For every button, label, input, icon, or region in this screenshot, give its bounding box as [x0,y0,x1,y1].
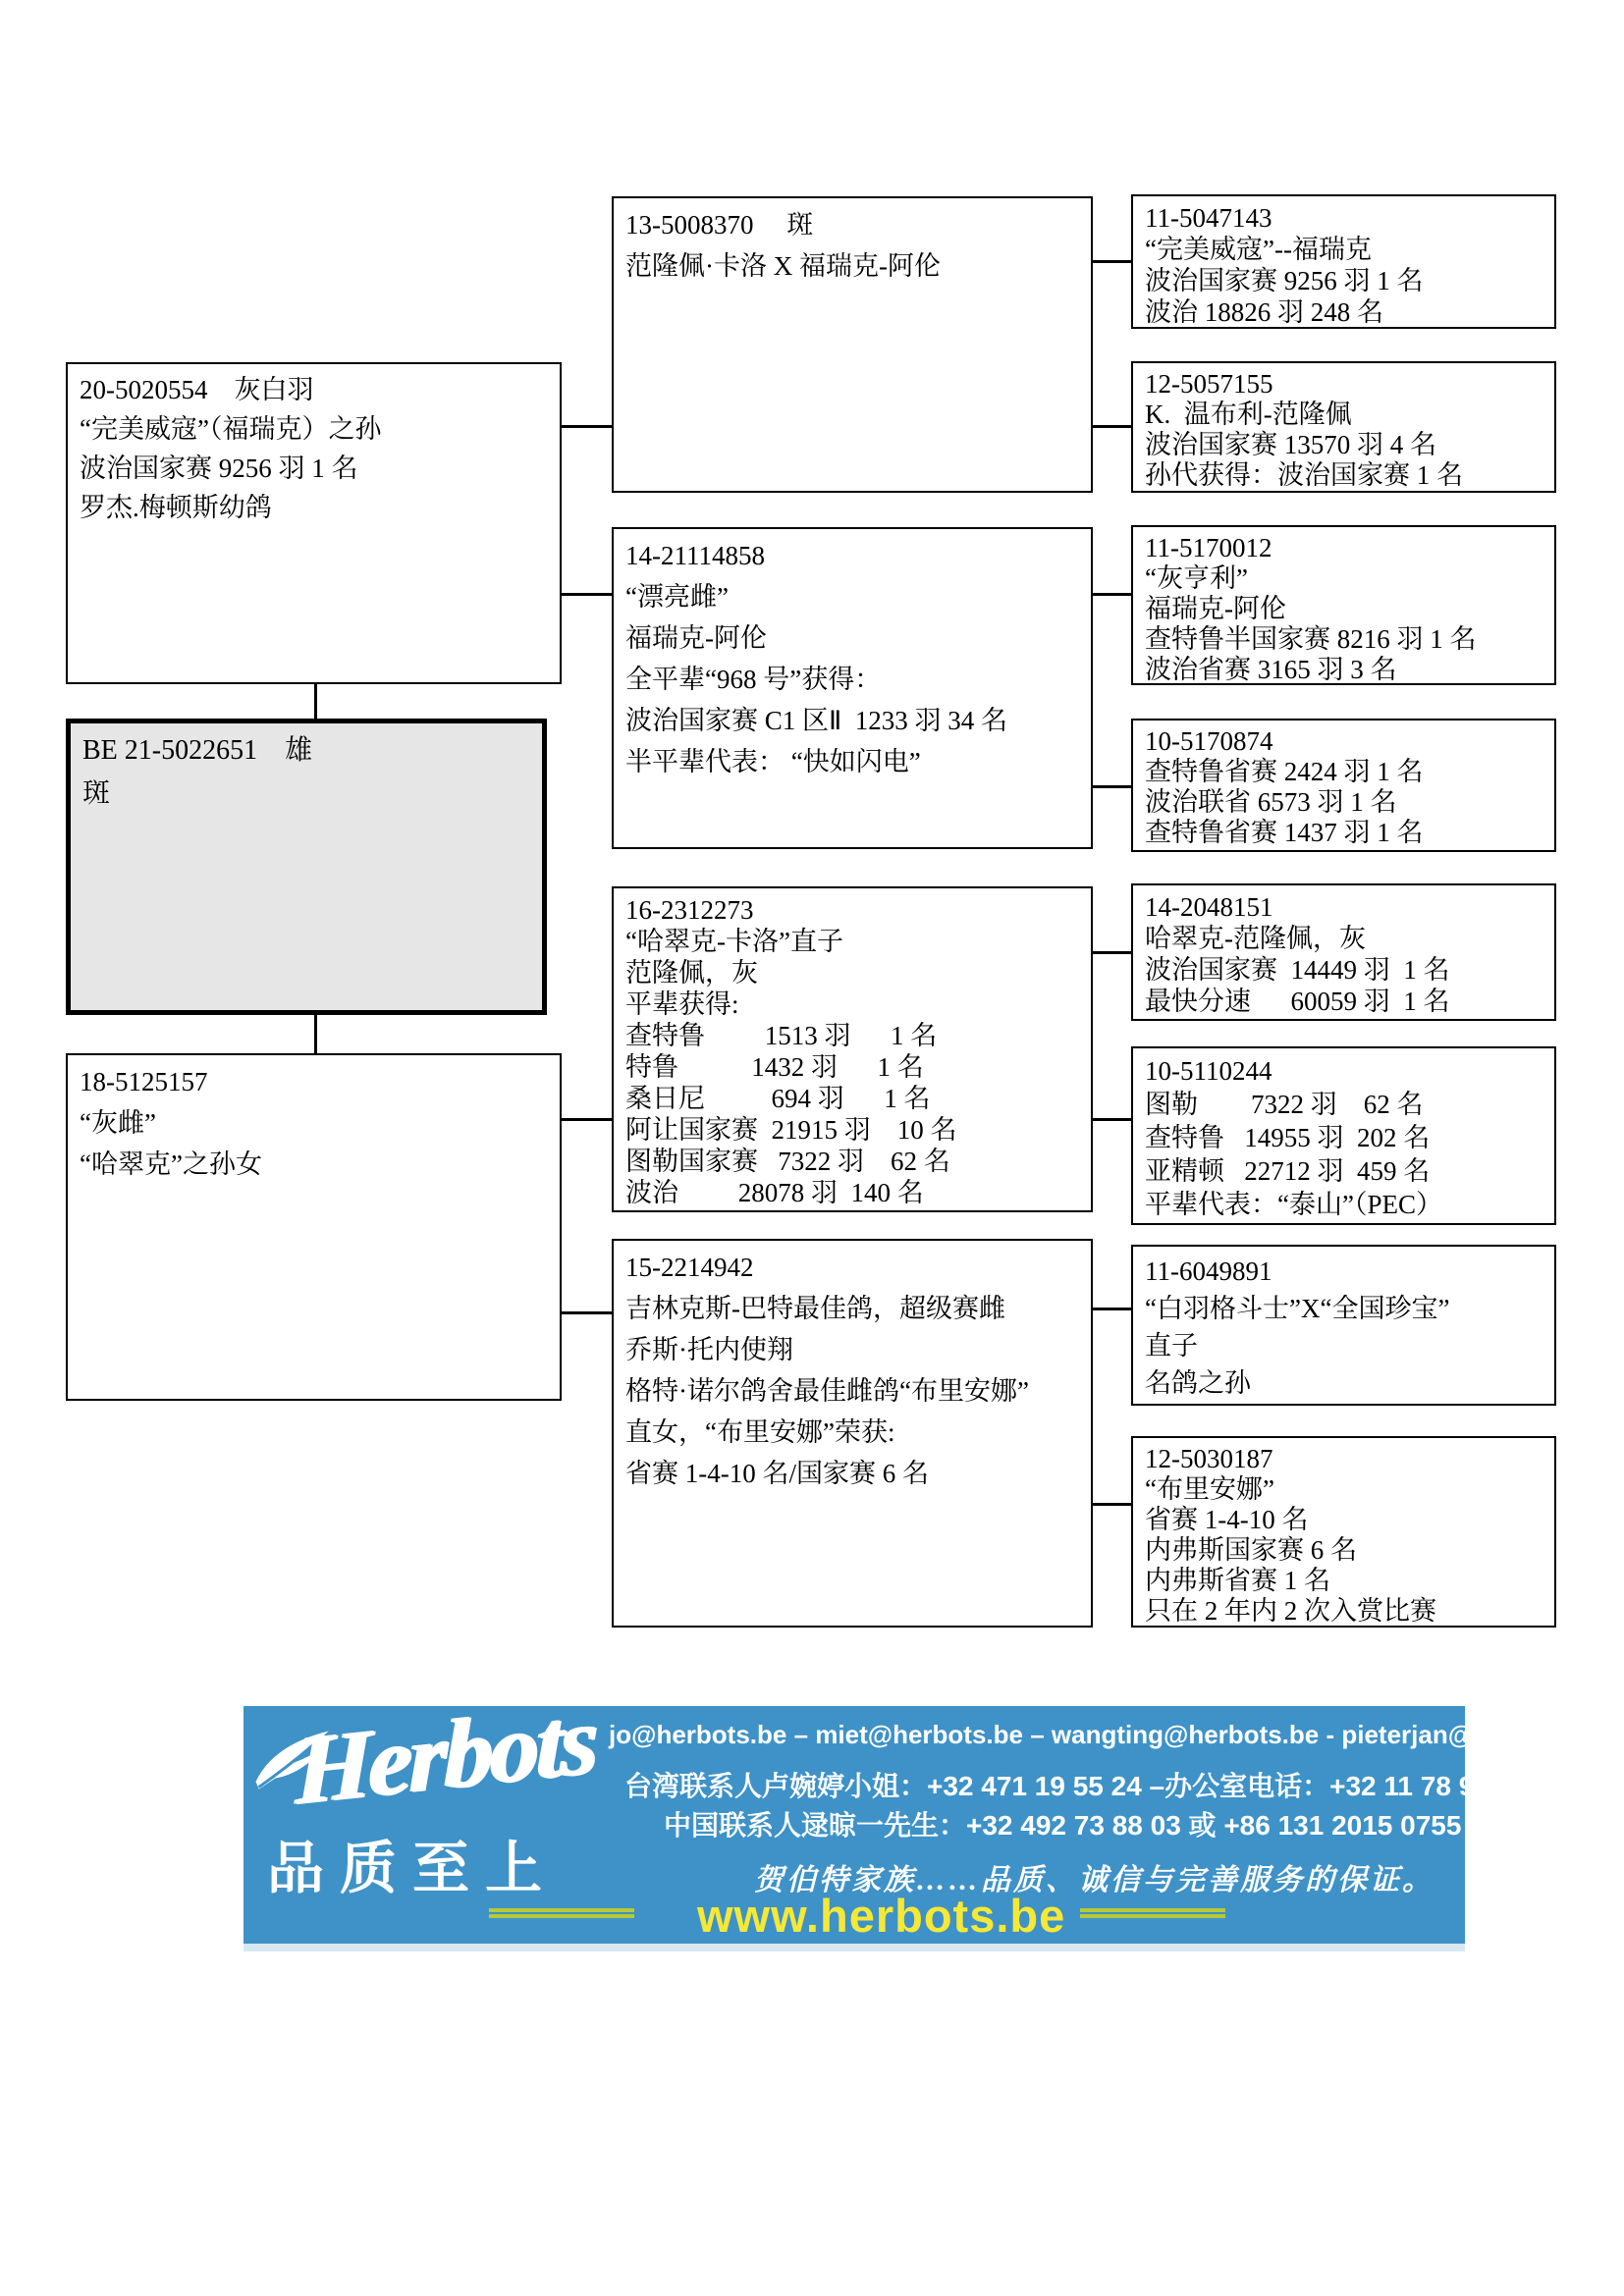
pedigree-text-line: 20-5020554 灰白羽 [80,375,314,404]
connector-line [1093,593,1131,596]
connector-line [1093,785,1131,788]
pedigree-text-line: “白羽格斗士”X“全国珍宝” [1145,1294,1450,1323]
pedigree-text-line: 波治 18826 羽 248 名 [1145,297,1383,327]
pedigree-text-line: 福瑞克-阿伦 [1145,594,1286,623]
connector-line [314,684,317,719]
pedigree-text-line: “完美威寇”（福瑞克）之孙 [80,414,382,444]
pedigree-text-line: 11-5170012 [1145,533,1272,562]
decorative-double-line [489,1908,634,1918]
pedigree-text-line: 10-5170874 [1145,726,1273,756]
banner-slogan: 贺伯特家族……品质、诚信与完善服务的保证。 [754,1864,1435,1896]
logo-subtitle: 品质至上 [267,1837,559,1900]
pedigree-text-line: “漂亮雌” [625,582,729,612]
pedigree-text-line: 乔斯·托内使翔 [625,1335,793,1364]
pedigree-box-dam-dam [612,1239,1093,1628]
pedigree-text-line: 查特鲁 14955 羽 202 名 [1145,1123,1431,1152]
pedigree-text-line: 14-21114858 [625,541,765,570]
pedigree-text-line: 半平辈代表： “快如闪电” [625,747,921,776]
herbots-banner [244,1683,1603,1951]
connector-line [562,1118,612,1121]
pedigree-text-line: “哈翠克”之孙女 [80,1149,262,1179]
pedigree-box-g3-4 [1131,719,1556,852]
herbots-logo: Herbots [295,1683,595,1826]
pedigree-text-line: 15-2214942 [625,1253,754,1282]
connector-line [562,1311,612,1314]
pedigree-text-line: 直子 [1145,1331,1198,1361]
pedigree-text-line: 查特鲁省赛 1437 羽 1 名 [1145,818,1424,847]
pedigree-text-line: 全平辈“968 号”获得： [625,665,882,694]
pedigree-text-line: 吉林克斯-巴特最佳鸽，超级赛雌 [625,1294,1005,1323]
pedigree-text-line: 波治 28078 羽 140 名 [625,1178,924,1207]
pedigree-text-line: 直女，“布里安娜”荣获: [625,1417,895,1447]
banner-emails: jo@herbots.be – miet@herbots.be – wangting@herbots.be - pieterjan@herbots.be [609,1720,1603,1749]
pedigree-text-line: 特鲁 1432 羽 1 名 [625,1052,924,1082]
pedigree-text-line: 桑日尼 694 羽 1 名 [625,1084,931,1113]
pedigree-text-line: 阿让国家赛 21915 羽 10 名 [625,1115,957,1145]
pedigree-text-line: 13-5008370 斑 [625,210,814,240]
pedigree-text-line: 16-2312273 [625,895,754,925]
pedigree-text-line: 最快分速 60059 羽 1 名 [1145,987,1450,1016]
pedigree-text-line: 范隆佩，灰 [625,958,758,988]
pedigree-text-line: 省赛 1-4-10 名 [1145,1505,1309,1534]
pedigree-box-g3-2 [1131,361,1556,493]
pedigree-text-line: 查特鲁省赛 2424 羽 1 名 [1145,757,1424,786]
connector-line [1093,951,1131,954]
pedigree-text-line: BE 21-5022651 雄 [82,735,313,766]
pedigree-box-g3-1 [1131,194,1556,329]
pedigree-text-line: 12-5030187 [1145,1444,1273,1473]
pedigree-text-line: 省赛 1-4-10 名/国家赛 6 名 [625,1459,929,1488]
pedigree-text-line: “灰雌” [80,1108,156,1138]
connector-line [1093,1503,1131,1506]
pedigree-text-line: 波治联省 6573 羽 1 名 [1145,787,1397,817]
pedigree-text-line: 平辈代表：“泰山”（PEC） [1145,1190,1442,1219]
pedigree-text-line: 内弗斯省赛 1 名 [1145,1566,1330,1595]
connector-line [562,593,612,596]
connector-line [1093,260,1131,263]
connector-line [314,1014,317,1053]
pedigree-box-g3-8 [1131,1436,1556,1628]
pedigree-text-line: 11-5047143 [1145,203,1272,233]
banner-contact-taiwan: 台湾联系人卢婉婷小姐：+32 471 19 55 24 –办公室电话：+32 11 78 91 90 [624,1771,1528,1801]
pedigree-text-line: 罗杰.梅顿斯幼鸽 [80,493,272,522]
subject-box [66,719,547,1015]
pedigree-box-sire-sire [612,196,1093,493]
pedigree-text-line: 范隆佩·卡洛 X 福瑞克-阿伦 [625,251,941,281]
pedigree-text-line: 福瑞克-阿伦 [625,623,767,653]
pedigree-text-line: 波治国家赛 13570 羽 4 名 [1145,430,1436,459]
connector-line [1093,425,1131,428]
pedigree-text-line: 波治国家赛 9256 羽 1 名 [80,454,358,483]
pedigree-text-line: 只在 2 年内 2 次入赏比赛 [1145,1596,1436,1626]
pedigree-text-line: 孙代获得：波治国家赛 1 名 [1145,460,1463,490]
banner-bottom-strip [244,1944,1465,1951]
pedigree-text-line: 名鸽之孙 [1145,1368,1251,1398]
pedigree-text-line: 12-5057155 [1145,369,1273,399]
pedigree-text-line: 波治国家赛 9256 羽 1 名 [1145,266,1424,295]
website-url: www.herbots.be [697,1890,1066,1942]
pedigree-box-sire-dam [612,527,1093,849]
pedigree-text-line: 14-2048151 [1145,892,1273,922]
pedigree-text-line: 图勒 7322 羽 62 名 [1145,1090,1424,1119]
pedigree-text-line: 格特·诺尔鸽舍最佳雌鸽“布里安娜” [625,1376,1029,1406]
pedigree-box-dam-sire [612,886,1093,1212]
pedigree-text-line: 波治省赛 3165 羽 3 名 [1145,655,1397,684]
pedigree-box-g3-6 [1131,1046,1556,1225]
pedigree-text-line: 哈翠克-范隆佩，灰 [1145,924,1366,953]
pedigree-text-line: 平辈获得: [625,989,739,1019]
banner-contact-china: 中国联系人逯晾一先生：+32 492 73 88 03 或 +86 131 2015 0755 [664,1810,1462,1841]
pedigree-box-g3-5 [1131,883,1556,1021]
pedigree-text-line: 波治国家赛 14449 羽 1 名 [1145,955,1450,985]
connector-line [1093,1308,1131,1310]
pedigree-box-sire [66,362,562,684]
pedigree-text-line: 查特鲁半国家赛 8216 羽 1 名 [1145,624,1477,654]
connector-line [1093,1118,1131,1121]
pedigree-box-g3-3 [1131,525,1556,685]
pedigree-box-g3-7 [1131,1245,1556,1406]
pedigree-box-dam [66,1053,562,1401]
pedigree-text-line: “完美威寇”--福瑞克 [1145,235,1372,264]
pedigree-text-line: K. 温布利-范隆佩 [1145,400,1352,429]
pedigree-text-line: 亚精顿 22712 羽 459 名 [1145,1156,1431,1186]
pedigree-text-line: 内弗斯国家赛 6 名 [1145,1535,1357,1565]
pedigree-text-line: 波治国家赛 C1 区Ⅱ 1233 羽 34 名 [625,706,1008,735]
pedigree-text-line: “布里安娜” [1145,1474,1274,1504]
pedigree-text-line: “灰亨利” [1145,563,1248,593]
pedigree-text-line: 11-6049891 [1145,1256,1272,1286]
pedigree-text-line: “哈翠克-卡洛”直子 [625,927,843,956]
pedigree-text-line: 查特鲁 1513 羽 1 名 [625,1021,938,1050]
pedigree-text-line: 斑 [82,778,111,809]
pedigree-text-line: 图勒国家赛 7322 羽 62 名 [625,1147,950,1176]
decorative-double-line [1080,1908,1225,1918]
pedigree-text-line: 10-5110244 [1145,1056,1272,1086]
pedigree-text-line: 18-5125157 [80,1067,208,1096]
connector-line [562,425,612,428]
